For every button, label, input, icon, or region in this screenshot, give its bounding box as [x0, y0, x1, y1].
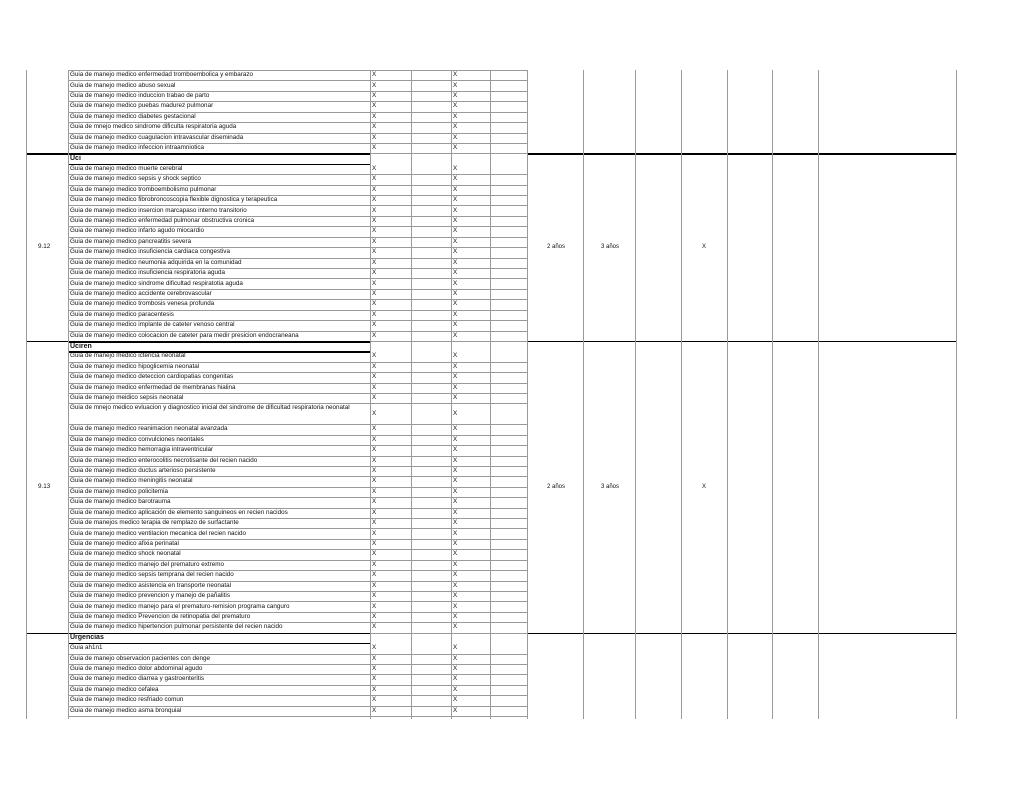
check-mark-a: X [372, 665, 377, 673]
check-mark-a: X [372, 164, 377, 172]
check-mark-c: X [453, 289, 458, 297]
check-mark-a: X [372, 216, 377, 224]
check-mark-a: X [372, 602, 377, 610]
check-mark-a: X [372, 519, 377, 527]
check-mark-c: X [453, 206, 458, 214]
guide-description: Guia de manejo medico prevencion y manejo de pañalitis [70, 592, 230, 600]
check-mark-c: X [453, 477, 458, 485]
section-separator [26, 633, 68, 634]
section-title-top-border [68, 341, 370, 343]
column-divider [490, 70, 491, 719]
guide-description: Guia de manejo medico cefalea [70, 685, 159, 693]
guide-description: Guia de manejo medico manejo para el prematuro-remision programa canguro [70, 602, 290, 610]
check-mark-a: X [372, 467, 377, 475]
check-mark-c: X [453, 383, 458, 391]
section-title-top-border [68, 633, 370, 635]
section-number: 9.13 [38, 482, 51, 490]
check-mark-c: X [453, 91, 458, 99]
section-separator [527, 153, 956, 154]
check-mark-c: X [453, 175, 458, 183]
guide-description: Guia de manejo medico enfermedad de membranas hialina [70, 383, 236, 391]
row-divider [68, 80, 527, 81]
guide-description: Guia de manejo medico insuficiencia cardiaca congestiva [70, 248, 230, 256]
column-divider [956, 70, 957, 719]
guide-description: Guia de manejo medico deteccion cardiopatias congenitas [70, 373, 234, 381]
check-mark-c: X [453, 164, 458, 172]
guide-description: Guia de manejo medico asma bronquial [70, 706, 182, 714]
guide-description: Guia de manejo medico sepsis temprana del recien nacido [70, 571, 234, 579]
column-divider [583, 70, 584, 719]
check-mark-a: X [372, 560, 377, 568]
check-mark-c: X [453, 592, 458, 600]
check-mark-a: X [372, 550, 377, 558]
guide-description: Guia de manejo medico pancreatitis severa [70, 237, 192, 245]
check-mark-c: X [453, 623, 458, 631]
check-mark-a: X [372, 675, 377, 683]
check-mark-a: X [372, 321, 377, 329]
check-mark-c: X [453, 571, 458, 579]
check-mark-a: X [372, 362, 377, 370]
row-divider [68, 331, 527, 332]
guide-description: Guia de manejo medico aplicación de elemento sanguineos en recien nacidos [70, 508, 288, 516]
guide-description: Guia de manejo medico puebas madurez pulmonar [70, 102, 214, 110]
guide-description: Guia de manejo medico policitemia [70, 487, 169, 495]
guide-description: Guia de manejo medico hipoglicemia neonatal [70, 362, 200, 370]
check-mark-c: X [453, 352, 458, 360]
check-mark-a: X [372, 571, 377, 579]
check-mark-a: X [372, 185, 377, 193]
row-divider [68, 601, 527, 602]
guide-description: Guia de manejo medico paracentesis [70, 310, 174, 318]
section-title: Uci [70, 155, 81, 163]
check-mark-c: X [453, 540, 458, 547]
check-mark-a: X [372, 592, 377, 600]
check-mark-a: X [372, 394, 377, 402]
column-divider [681, 70, 682, 719]
guide-description: Guia de manejo medico insuficiencia respiratoria aguda [70, 269, 226, 277]
check-mark-c: X [453, 675, 458, 683]
check-mark-a: X [372, 477, 377, 485]
column-divider [727, 70, 728, 719]
section-title-top-border [68, 153, 370, 155]
guide-description: Guia de manejo medico ductus arterioso persistente [70, 467, 216, 475]
check-mark-c: X [453, 196, 458, 204]
guide-description: Guia de manejo medico colocacion de cateter para medir presicion endocraneana [70, 331, 299, 339]
guide-description: Guia de manejo medico convulciones neontales [70, 435, 204, 443]
check-mark-c: X [453, 133, 458, 141]
check-mark-a: X [372, 446, 377, 454]
check-mark-c: X [453, 216, 458, 224]
status-mark: X [702, 244, 707, 251]
check-mark-c: X [453, 258, 458, 266]
duration-2: 3 años [601, 244, 620, 251]
check-mark-a: X [372, 91, 377, 99]
section-separator [26, 153, 68, 154]
guide-description: Guia de manejo medico ventilacion mecanica del recien nacido [70, 529, 247, 537]
check-mark-a: X [372, 310, 377, 318]
guide-description: Guia de manejo medico hemorragia intraventricular [70, 446, 214, 454]
left-border [26, 70, 27, 719]
check-mark-a: X [372, 237, 377, 245]
check-mark-a: X [372, 258, 377, 266]
guide-description: Guia de manejo medico Prevencion de retinopatia del prematuro [70, 612, 251, 620]
guide-description: Guia de manejo medico enfermedad tromboembolica y embarazo [70, 71, 254, 79]
guide-description: Guia de manejo medico enterocolitis necrotisante del recien nacido [70, 456, 258, 464]
check-mark-a: X [372, 71, 377, 79]
column-divider [370, 70, 371, 719]
guide-description: Guia de manejo medico dolor abdominal agudo [70, 665, 203, 673]
check-mark-c: X [453, 112, 458, 120]
duration-1: 2 años [547, 483, 566, 490]
check-mark-c: X [453, 696, 458, 704]
row-divider [68, 528, 527, 529]
check-mark-a: X [372, 425, 377, 433]
check-mark-a: X [372, 102, 377, 110]
column-divider [635, 70, 636, 719]
check-mark-a: X [372, 144, 377, 152]
guide-description: Guia de manejo medico resfriado comun [70, 696, 184, 704]
column-divider [411, 70, 412, 719]
check-mark-a: X [372, 696, 377, 704]
check-mark-c: X [453, 508, 458, 516]
check-mark-a: X [372, 300, 377, 308]
guide-description: Guia de manejo medico barotrauma [70, 498, 171, 506]
section-title: Uciren [70, 342, 92, 350]
check-mark-c: X [453, 644, 458, 652]
guide-description: Guia de mnejo medico evluacion y diagnostico inicial del sindrome de dificultad respiratoria neonatal [70, 403, 350, 411]
check-mark-c: X [453, 237, 458, 245]
check-mark-c: X [453, 612, 458, 620]
check-mark-c: X [453, 321, 458, 329]
check-mark-a: X [372, 175, 377, 183]
guide-description: Guia de manejo medico sepsis y shock septico [70, 175, 201, 183]
section-separator [26, 341, 68, 342]
guide-description: Guia de manejo medico afixia perinatal [70, 540, 179, 547]
check-mark-c: X [453, 456, 458, 464]
section-separator [527, 341, 956, 342]
guide-description: Guia de manejo medico insercion marcapaso interno transitorio [70, 206, 247, 214]
check-mark-c: X [453, 498, 458, 506]
guide-description: Guia de manejo observacion pacientes con denge [70, 654, 211, 662]
guide-description: Guia de manejo medico abuso sexual [70, 81, 176, 89]
guide-description: Guia de manejo medico implante de cateter venoso central [70, 321, 235, 329]
check-mark-c: X [453, 467, 458, 475]
check-mark-a: X [372, 508, 377, 516]
check-mark-a: X [372, 331, 377, 339]
guide-description: Guia de manejo medico ictericia neonatal [70, 352, 186, 360]
section-title: Urgencias [70, 634, 104, 642]
guide-description: Guia de manejo medico fibrobroncoscopia flexible dignostica y terapeutica [70, 196, 278, 204]
check-mark-a: X [372, 196, 377, 204]
check-mark-c: X [453, 279, 458, 287]
check-mark-a: X [372, 206, 377, 214]
section-number: 9.12 [38, 243, 51, 251]
check-mark-a: X [372, 123, 377, 131]
duration-2: 3 años [601, 483, 620, 490]
check-mark-c: X [453, 665, 458, 673]
check-mark-a: X [372, 112, 377, 120]
check-mark-c: X [453, 300, 458, 308]
check-mark-a: X [372, 248, 377, 256]
check-mark-a: X [372, 540, 377, 547]
check-mark-a: X [372, 581, 377, 589]
check-mark-a: X [372, 529, 377, 537]
check-mark-c: X [453, 560, 458, 568]
check-mark-a: X [372, 373, 377, 381]
check-mark-a: X [372, 487, 377, 495]
check-mark-c: X [453, 362, 458, 370]
check-mark-c: X [453, 581, 458, 589]
guide-description: Guia ah1n1 [70, 644, 103, 652]
check-mark-a: X [372, 644, 377, 652]
check-mark-c: X [453, 123, 458, 131]
check-mark-c: X [453, 310, 458, 318]
check-mark-c: X [453, 602, 458, 610]
guide-description: Guia de manejo medico neumonia adquirida en la comunidad [70, 258, 242, 266]
column-divider [68, 70, 69, 719]
column-divider [772, 70, 773, 719]
check-mark-c: X [453, 81, 458, 89]
column-divider [527, 70, 528, 719]
section-separator [527, 633, 956, 634]
check-mark-c: X [453, 425, 458, 433]
guide-description: Guia de manejo medico diarrea y gastroenteritis [70, 675, 205, 683]
check-mark-a: X [372, 623, 377, 631]
check-mark-c: X [453, 706, 458, 714]
check-mark-a: X [372, 435, 377, 443]
check-mark-a: X [372, 654, 377, 662]
guide-description: Guia de manejo medico cuagulacion intravascular diseminada [70, 133, 244, 141]
check-mark-c: X [453, 227, 458, 235]
check-mark-a: X [372, 685, 377, 693]
check-mark-c: X [453, 248, 458, 256]
check-mark-c: X [453, 654, 458, 662]
status-mark: X [702, 483, 707, 490]
check-mark-a: X [372, 279, 377, 287]
check-mark-c: X [453, 394, 458, 402]
guide-description: Guia de manejo medico enfermedad pulmonar obstructiva cronica [70, 216, 255, 224]
check-mark-a: X [372, 352, 377, 360]
check-mark-c: X [453, 102, 458, 110]
guide-description: Guia de manejo medico diabetes gestacional [70, 112, 196, 120]
check-mark-c: X [453, 71, 458, 79]
check-mark-c: X [453, 331, 458, 339]
check-mark-c: X [453, 185, 458, 193]
check-mark-a: X [372, 409, 377, 417]
guide-description: Guia de manejo medico meningitis neonatal [70, 477, 193, 485]
check-mark-c: X [453, 519, 458, 527]
check-mark-a: X [372, 269, 377, 277]
guide-description: Guia de manejo meidico sepsis neonatal [70, 394, 184, 402]
column-divider [818, 70, 819, 719]
check-mark-c: X [453, 144, 458, 152]
column-divider [451, 70, 452, 719]
guide-description: Guia de manejo medico shock neonatal [70, 550, 181, 558]
check-mark-c: X [453, 487, 458, 495]
check-mark-c: X [453, 435, 458, 443]
guide-description: Guia de manejo medico tromboembolismo pulmonar [70, 185, 217, 193]
check-mark-a: X [372, 456, 377, 464]
row-divider [68, 205, 527, 206]
row-divider [68, 716, 527, 717]
sheet-top-border [68, 70, 527, 71]
guide-description: Guia de manejo medico manejo del prematuro extremo [70, 560, 225, 568]
check-mark-c: X [453, 269, 458, 277]
check-mark-c: X [453, 409, 458, 417]
check-mark-a: X [372, 706, 377, 714]
check-mark-c: X [453, 529, 458, 537]
guide-description: Guia de manejo medico infeccion intraamniotica [70, 144, 205, 152]
check-mark-c: X [453, 373, 458, 381]
check-mark-a: X [372, 383, 377, 391]
row-divider [68, 278, 527, 279]
check-mark-a: X [372, 289, 377, 297]
check-mark-a: X [372, 498, 377, 506]
duration-1: 2 años [547, 244, 566, 251]
guide-description: Guia de manejo medico reanimacion neonatal avanzada [70, 425, 228, 433]
check-mark-a: X [372, 81, 377, 89]
check-mark-c: X [453, 550, 458, 558]
guide-description: Guia de manejos medico terapia de remplazo de surfactante [70, 519, 239, 527]
guide-description: Guia de manejo medico asistencia en transporte neonatal [70, 581, 232, 589]
guide-description: Guia de manejo medico hipertencion pulmonar persistente del recien nacido [70, 623, 283, 631]
check-mark-c: X [453, 446, 458, 454]
guide-description: Guia de manejo medico induccion trabao de parto [70, 91, 210, 99]
guide-description: Guia de manejo medico infarto agudo miocardio [70, 227, 205, 235]
check-mark-a: X [372, 612, 377, 620]
guide-description: Guia de manejo medico muerte cerebral [70, 164, 183, 172]
guide-description: Guia de manejo medico accidente cerebrovascular [70, 289, 212, 297]
guide-description: Guia de manejo medico sindrome dificultad respiratotia aguda [70, 279, 243, 287]
guide-description: Guia de manejo medico trombosis venesa profunda [70, 300, 215, 308]
check-mark-c: X [453, 685, 458, 693]
guide-description: Guia de mnejo medico sindrome dificulta respiratoria aguda [70, 123, 237, 131]
section-title-bottom-border [68, 643, 370, 644]
check-mark-a: X [372, 133, 377, 141]
check-mark-a: X [372, 227, 377, 235]
